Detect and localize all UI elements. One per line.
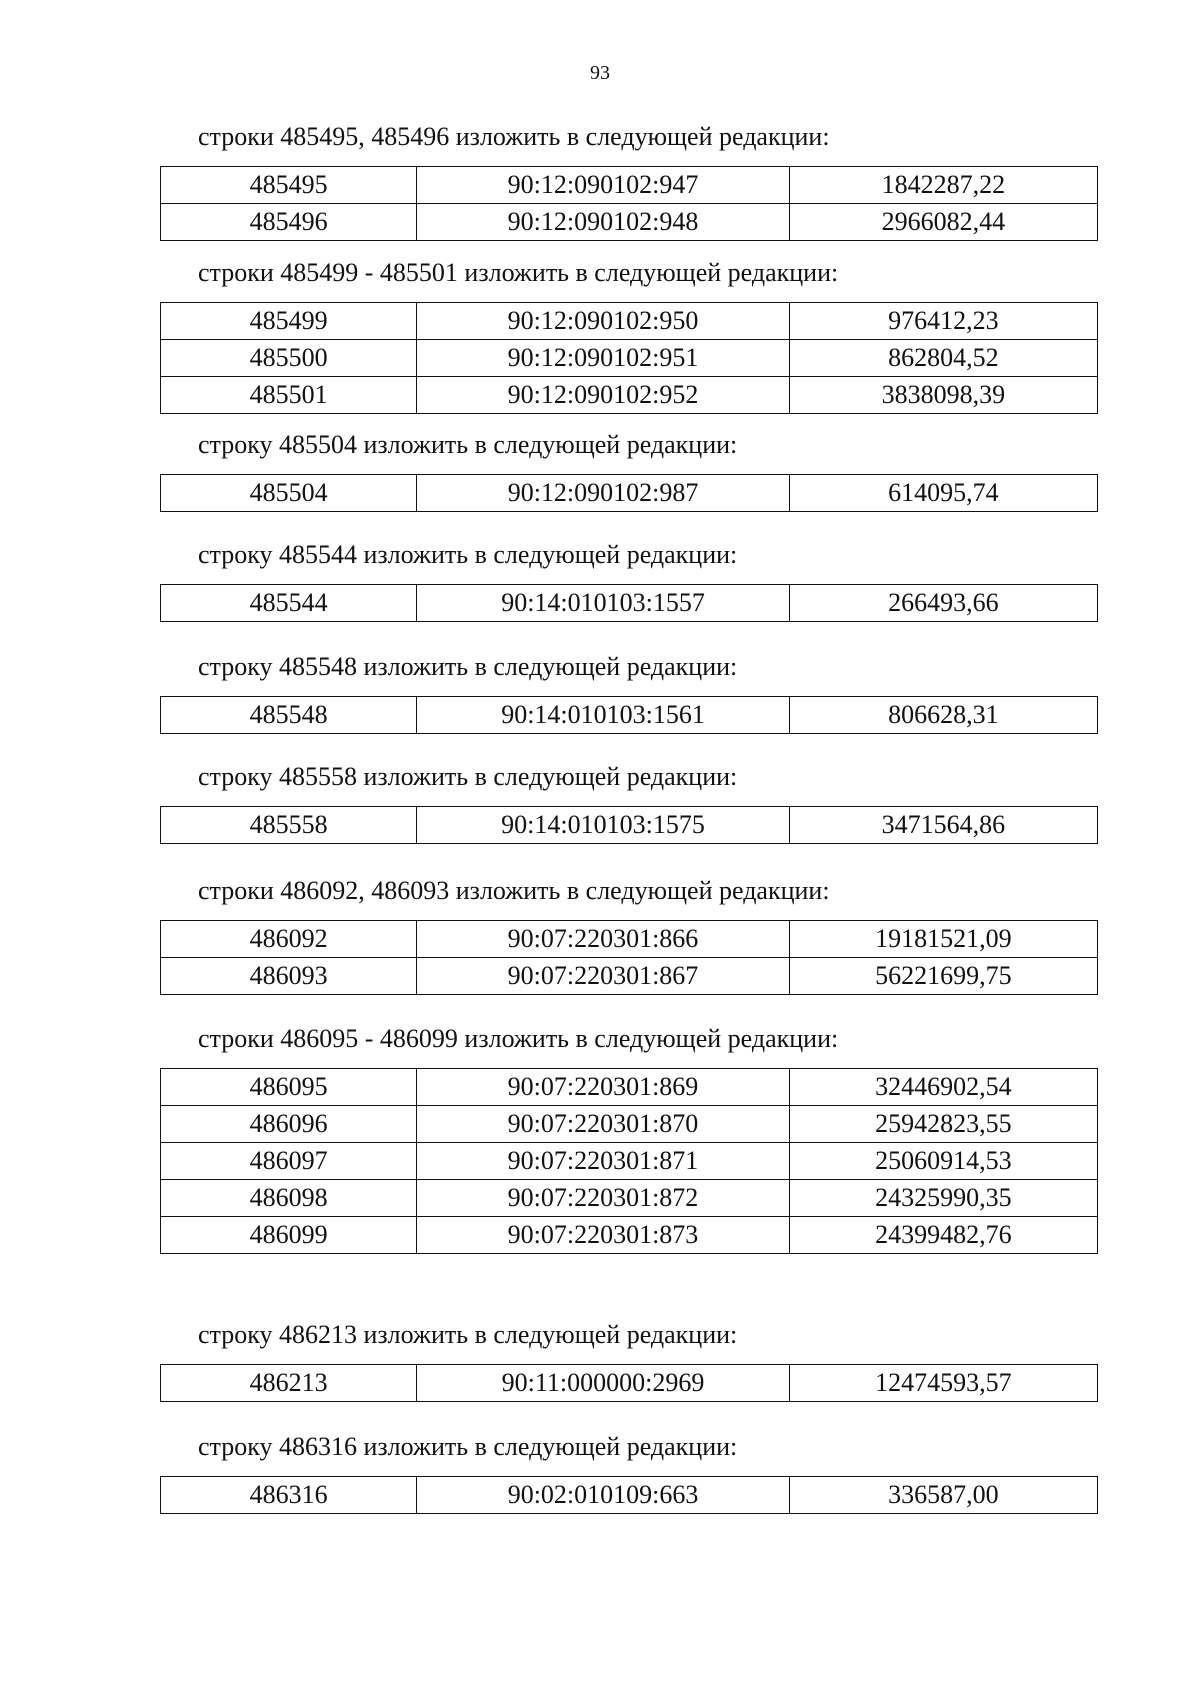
table-row bbox=[161, 204, 1098, 241]
table-row bbox=[161, 475, 1098, 512]
cadastral-number-cell: 90:12:090102:951 bbox=[417, 340, 789, 377]
row-number-cell: 485495 bbox=[161, 167, 417, 204]
value-cell: 976412,23 bbox=[789, 303, 1097, 340]
amendment-caption: строку 486213 изложить в следующей редакции: bbox=[198, 1320, 738, 1349]
table-row bbox=[161, 1365, 1098, 1402]
amendment-table bbox=[160, 696, 1098, 734]
cadastral-number-cell: 90:12:090102:947 bbox=[417, 167, 789, 204]
amendment-caption: строки 485495, 485496 изложить в следующей редакции: bbox=[198, 122, 830, 151]
cadastral-number-cell: 90:07:220301:871 bbox=[417, 1143, 789, 1180]
table-row bbox=[161, 1180, 1098, 1217]
table-row bbox=[161, 1477, 1098, 1514]
amendment-caption: строку 486316 изложить в следующей редакции: bbox=[198, 1432, 738, 1461]
amendment-caption: строку 485544 изложить в следующей редакции: bbox=[198, 540, 738, 569]
value-cell: 1842287,22 bbox=[789, 167, 1097, 204]
amendment-caption: строки 486092, 486093 изложить в следующей редакции: bbox=[198, 876, 830, 905]
value-cell: 3471564,86 bbox=[789, 807, 1097, 844]
cadastral-number-cell: 90:14:010103:1575 bbox=[417, 807, 789, 844]
cadastral-number-cell: 90:07:220301:866 bbox=[417, 921, 789, 958]
table-row bbox=[161, 167, 1098, 204]
cadastral-number-cell: 90:12:090102:948 bbox=[417, 204, 789, 241]
table-row bbox=[161, 921, 1098, 958]
cadastral-number-cell: 90:12:090102:950 bbox=[417, 303, 789, 340]
cadastral-number-cell: 90:07:220301:873 bbox=[417, 1217, 789, 1254]
row-number-cell: 485499 bbox=[161, 303, 417, 340]
cadastral-number-cell: 90:07:220301:867 bbox=[417, 958, 789, 995]
cadastral-number-cell: 90:14:010103:1561 bbox=[417, 697, 789, 734]
value-cell: 266493,66 bbox=[789, 585, 1097, 622]
cadastral-number-cell: 90:12:090102:952 bbox=[417, 377, 789, 414]
table-row bbox=[161, 1069, 1098, 1106]
value-cell: 614095,74 bbox=[789, 475, 1097, 512]
amendment-caption: строки 485499 - 485501 изложить в следующей редакции: bbox=[198, 258, 839, 287]
value-cell: 24325990,35 bbox=[789, 1180, 1097, 1217]
amendment-table bbox=[160, 584, 1098, 622]
cadastral-number-cell: 90:14:010103:1557 bbox=[417, 585, 789, 622]
cadastral-number-cell: 90:02:010109:663 bbox=[417, 1477, 789, 1514]
row-number-cell: 485544 bbox=[161, 585, 417, 622]
amendment-table bbox=[160, 166, 1098, 241]
row-number-cell: 485496 bbox=[161, 204, 417, 241]
value-cell: 12474593,57 bbox=[789, 1365, 1097, 1402]
amendment-table bbox=[160, 806, 1098, 844]
table-row bbox=[161, 303, 1098, 340]
row-number-cell: 486099 bbox=[161, 1217, 417, 1254]
amendment-caption: строки 486095 - 486099 изложить в следующей редакции: bbox=[198, 1024, 839, 1053]
table-row bbox=[161, 585, 1098, 622]
amendment-caption: строку 485558 изложить в следующей редакции: bbox=[198, 762, 738, 791]
cadastral-number-cell: 90:11:000000:2969 bbox=[417, 1365, 789, 1402]
table-row bbox=[161, 1106, 1098, 1143]
value-cell: 19181521,09 bbox=[789, 921, 1097, 958]
value-cell: 25942823,55 bbox=[789, 1106, 1097, 1143]
row-number-cell: 486095 bbox=[161, 1069, 417, 1106]
row-number-cell: 485501 bbox=[161, 377, 417, 414]
page-number: 93 bbox=[590, 62, 610, 84]
row-number-cell: 485548 bbox=[161, 697, 417, 734]
row-number-cell: 486213 bbox=[161, 1365, 417, 1402]
table-row bbox=[161, 807, 1098, 844]
row-number-cell: 486092 bbox=[161, 921, 417, 958]
amendment-caption: строку 485548 изложить в следующей редакции: bbox=[198, 652, 738, 681]
row-number-cell: 486097 bbox=[161, 1143, 417, 1180]
row-number-cell: 486096 bbox=[161, 1106, 417, 1143]
cadastral-number-cell: 90:07:220301:870 bbox=[417, 1106, 789, 1143]
amendment-table bbox=[160, 474, 1098, 512]
amendment-table bbox=[160, 1476, 1098, 1514]
table-row bbox=[161, 1143, 1098, 1180]
amendment-table bbox=[160, 302, 1098, 414]
value-cell: 862804,52 bbox=[789, 340, 1097, 377]
value-cell: 24399482,76 bbox=[789, 1217, 1097, 1254]
amendment-table bbox=[160, 1068, 1098, 1254]
table-row bbox=[161, 697, 1098, 734]
cadastral-number-cell: 90:07:220301:872 bbox=[417, 1180, 789, 1217]
row-number-cell: 486093 bbox=[161, 958, 417, 995]
table-row bbox=[161, 340, 1098, 377]
value-cell: 806628,31 bbox=[789, 697, 1097, 734]
value-cell: 56221699,75 bbox=[789, 958, 1097, 995]
amendment-caption: строку 485504 изложить в следующей редакции: bbox=[198, 430, 738, 459]
row-number-cell: 485504 bbox=[161, 475, 417, 512]
row-number-cell: 485500 bbox=[161, 340, 417, 377]
value-cell: 336587,00 bbox=[789, 1477, 1097, 1514]
value-cell: 3838098,39 bbox=[789, 377, 1097, 414]
row-number-cell: 485558 bbox=[161, 807, 417, 844]
table-row bbox=[161, 958, 1098, 995]
row-number-cell: 486098 bbox=[161, 1180, 417, 1217]
amendment-table bbox=[160, 920, 1098, 995]
value-cell: 32446902,54 bbox=[789, 1069, 1097, 1106]
cadastral-number-cell: 90:12:090102:987 bbox=[417, 475, 789, 512]
value-cell: 2966082,44 bbox=[789, 204, 1097, 241]
amendment-table bbox=[160, 1364, 1098, 1402]
table-row bbox=[161, 377, 1098, 414]
row-number-cell: 486316 bbox=[161, 1477, 417, 1514]
value-cell: 25060914,53 bbox=[789, 1143, 1097, 1180]
table-row bbox=[161, 1217, 1098, 1254]
cadastral-number-cell: 90:07:220301:869 bbox=[417, 1069, 789, 1106]
